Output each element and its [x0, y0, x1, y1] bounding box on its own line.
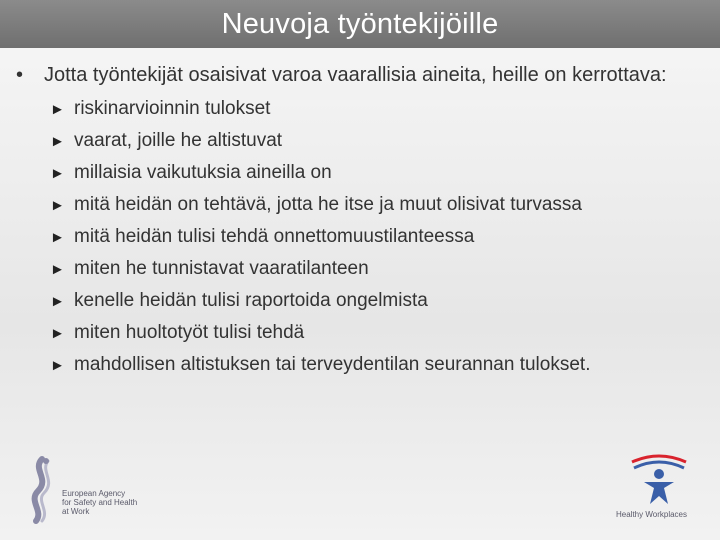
- main-bullet-text: Jotta työntekijät osaisivat varoa vaarallisia aineita, heille on kerrottava:: [44, 64, 667, 86]
- healthy-workplaces-text: Healthy Workplaces: [616, 510, 687, 519]
- triangle-bullet-icon: ►: [50, 229, 65, 246]
- list-item: [50, 98, 706, 122]
- main-bullet: [16, 62, 706, 88]
- list-item: [50, 130, 706, 154]
- triangle-bullet-icon: ►: [50, 165, 65, 182]
- list-item-text: mitä heidän on tehtävä, jotta he itse ja muut olisivat turvassa: [74, 194, 582, 215]
- list-item-text: miten he tunnistavat vaaratilanteen: [74, 258, 369, 279]
- list-item: [50, 162, 706, 186]
- list-item-text: millaisia vaikutuksia aineilla on: [74, 162, 332, 183]
- title-bar: [0, 0, 720, 48]
- slide-title: Neuvoja työntekijöille: [221, 7, 499, 40]
- list-item-text: kenelle heidän tulisi raportoida ongelmista: [74, 290, 428, 311]
- triangle-bullet-icon: ►: [50, 101, 65, 118]
- triangle-bullet-icon: ►: [50, 293, 65, 310]
- triangle-bullet-icon: ►: [50, 197, 65, 214]
- list-item: [50, 226, 706, 250]
- eu-osha-logo-text: European Agency for Safety and Health at Work: [62, 489, 138, 516]
- eu-osha-emblem-icon: [24, 455, 64, 525]
- triangle-bullet-icon: ►: [50, 261, 65, 278]
- list-item: [50, 258, 706, 282]
- list-item: [50, 322, 706, 346]
- healthy-workplaces-logo: [614, 452, 704, 527]
- healthy-workplaces-figure-icon: [614, 452, 704, 510]
- eu-osha-logo: [24, 455, 184, 525]
- list-item: [50, 290, 706, 314]
- sub-bullet-list: [16, 98, 706, 378]
- list-item-text: mitä heidän tulisi tehdä onnettomuustilanteessa: [74, 226, 475, 247]
- slide-content: [16, 62, 706, 386]
- list-item: [50, 354, 706, 378]
- list-item-text: vaarat, joille he altistuvat: [74, 130, 283, 151]
- list-item-text: mahdollisen altistuksen tai terveydentilan seurannan tulokset.: [74, 354, 591, 375]
- list-item-text: riskinarvioinnin tulokset: [74, 98, 271, 119]
- list-item-text: miten huoltotyöt tulisi tehdä: [74, 322, 305, 343]
- triangle-bullet-icon: ►: [50, 357, 65, 374]
- list-item: [50, 194, 706, 218]
- triangle-bullet-icon: ►: [50, 133, 65, 150]
- bullet-marker: •: [16, 64, 24, 86]
- triangle-bullet-icon: ►: [50, 325, 65, 342]
